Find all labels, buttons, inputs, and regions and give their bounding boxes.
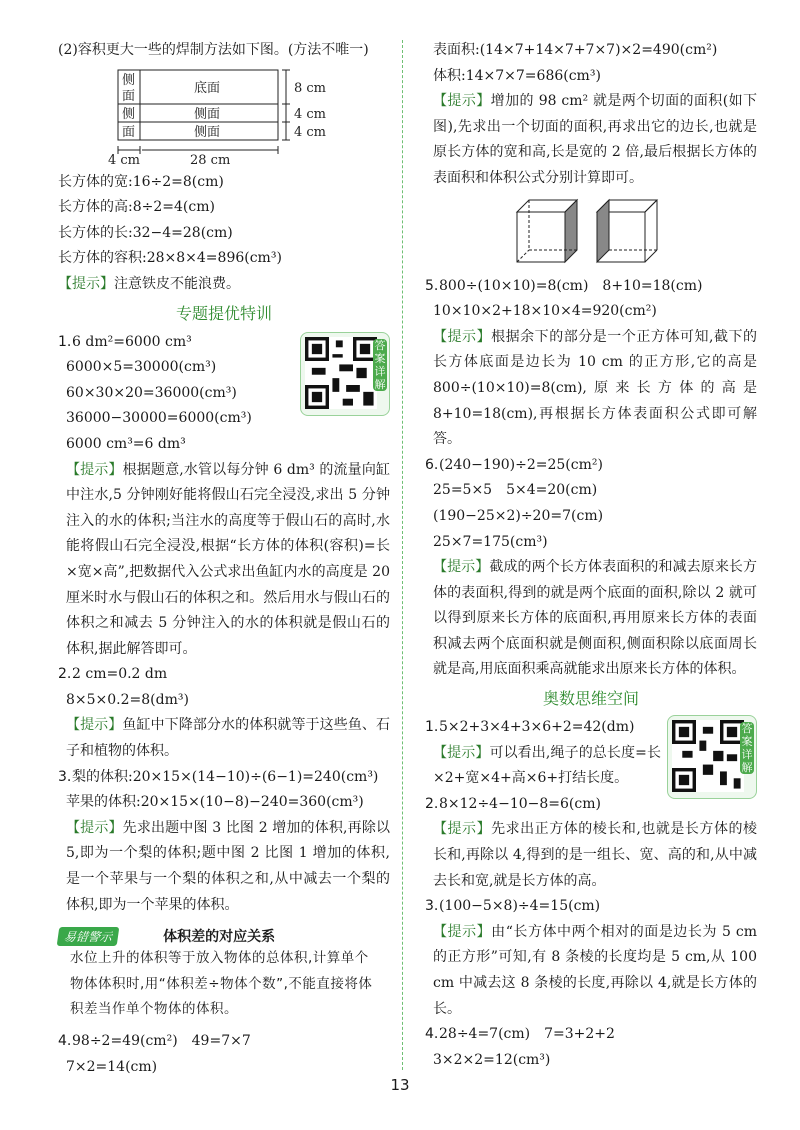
answer-line: 6000 cm³=6 dm³: [66, 435, 186, 452]
question-6: [425, 453, 757, 683]
question-number: 2.: [425, 795, 439, 812]
diagram-label: 4 cm: [294, 106, 327, 122]
answer-line: (190−25×2)÷20=7(cm): [433, 507, 604, 524]
weld-diagram-svg: [58, 66, 390, 166]
answer-line: 3×2×2=12(cm³): [433, 1051, 551, 1068]
diagram-label: 侧面: [194, 106, 221, 122]
answer-line: 5×2+3×4+3×6+2=42(dm): [439, 719, 635, 736]
tip-2: 【提示】鱼缸中下降部分水的体积就等于这些鱼、石子和植物的体积。: [66, 717, 391, 760]
question-number: 2.: [58, 666, 72, 683]
question-1: [58, 330, 390, 663]
answer-line: 36000−30000=6000(cm³): [66, 410, 252, 427]
diagram-label: 侧: [122, 106, 136, 122]
answer-line: 长方体的长:32−4=28(cm): [58, 224, 233, 241]
tip-o3: 【提示】由“长方体中两个相对的面是边长为 5 cm 的正方形”可知,有 8 条棱的长度均是 5 cm,从 100 cm 中减去这 8 条棱的长度,再除以 4,就是长方体的长。: [433, 923, 757, 1017]
cut-cuboid-figure: [425, 198, 757, 268]
answer-line: 2 cm=0.2 dm: [72, 666, 168, 683]
diagram-label: 面: [122, 124, 136, 140]
question-3: [58, 765, 390, 919]
qr-icon: [672, 720, 744, 792]
diagram-label: 底面: [194, 80, 221, 96]
tip-5: 【提示】根据余下的部分是一个正方体可知,截下的长方体底面是边长为 10 cm 的正方形,它的高是 800÷(10×10)=8(cm),原来长方体的高是 8+10=18(cm),再根据长方体表面积公式即可解答。: [433, 328, 758, 448]
diagram-label: 28 cm: [190, 152, 231, 166]
right-column: [425, 38, 757, 1073]
question-4: [58, 1029, 390, 1080]
answer-line: 长方体的容积:28×8×4=896(cm³): [58, 250, 282, 267]
answer-line: 25=5×5 5×4=20(cm): [433, 482, 598, 499]
answer-line: 长方体的高:8÷2=4(cm): [58, 199, 215, 216]
tip-a: 【提示】注意铁皮不能浪费。: [58, 275, 240, 292]
warning-body: 水位上升的体积等于放入物体的总体积,计算单个物体体积时,用“体积差÷物体个数”,不能直接将体积差当作单个物体的体积。: [70, 950, 373, 1018]
question-number: 4.: [425, 1026, 439, 1043]
olympiad-2: [425, 792, 757, 894]
question-number: 6.: [425, 456, 439, 473]
answer-line: 苹果的体积:20×15×(10−8)−240=360(cm³): [66, 794, 364, 811]
answer-line: 28÷4=7(cm) 7=3+2+2: [439, 1026, 615, 1043]
qr-tag: 答案详解: [741, 722, 753, 775]
answer-line: 6 dm²=6000 cm³: [72, 333, 192, 350]
question-number: 5.: [425, 277, 439, 294]
diagram-label: 侧: [122, 72, 136, 88]
answer-line: 60×30×20=36000(cm³): [66, 384, 237, 401]
tip-3: 【提示】先求出题中图 3 比图 2 增加的体积,再除以 5,即为一个梨的体积;题中图 2 比图 1 增加的体积,是一个苹果与一个梨的体积之和,从中减去一个梨的体积,即为一个苹果的体积。: [66, 819, 390, 913]
error-warning-box: [58, 926, 390, 1023]
answer-line: 8×5×0.2=8(dm³): [66, 691, 189, 708]
question-number: 1.: [425, 719, 439, 736]
answer-line: (240−190)÷2=25(cm²): [439, 456, 603, 473]
page-number: 13: [390, 1076, 410, 1094]
answer-line: 长方体的宽:16÷2=8(cm): [58, 173, 224, 190]
question-number: 1.: [58, 333, 72, 350]
answer-line: 7×2=14(cm): [66, 1058, 158, 1075]
answer-line: 表面积:(14×7+14×7+7×7)×2=490(cm²): [433, 42, 718, 58]
tip-4: 【提示】增加的 98 cm² 就是两个切面的面积(如下图),先求出一个切面的面积,再求出它的边长,也就是原长方体的宽和高,长是宽的 2 倍,最后根据长方体的表面积和体积公式分别计算即可。: [433, 93, 758, 186]
answer-line: 800÷(10×10)=8(cm) 8+10=18(cm): [439, 277, 703, 294]
weld-diagram: [58, 66, 390, 166]
question-number: 3.: [425, 898, 439, 915]
question-number: 4.: [58, 1033, 72, 1049]
diagram-label: 4 cm: [108, 152, 141, 166]
tip-6: 【提示】截成的两个长方体表面积的和减去原来长方体的表面积,得到的就是两个底面的面积,除以 2 就可以得到原来长方体的底面积,再用原来长方体的表面积减去两个底面积就是侧面积,侧面积除以底面周长就是高,用底面积乘高就能求出原来长方体的体积。: [433, 559, 758, 678]
diagram-label: 4 cm: [294, 124, 327, 140]
warning-badge: 易错警示: [57, 927, 120, 946]
olympiad-4: [425, 1022, 757, 1073]
tip-o2: 【提示】先求出正方体的棱长和,也就是长方体的棱长和,再除以 4,得到的是一组长、宽、高的和,从中减去长和宽,就是长方体的高。: [433, 821, 758, 889]
column-divider: [402, 40, 403, 1070]
intro-line: (2)容积更大一些的焊制方法如下图。(方法不唯一): [58, 42, 369, 58]
diagram-label: 侧面: [194, 124, 221, 140]
answer-line: 8×12÷4−10−8=6(cm): [439, 795, 601, 812]
answer-line: (100−5×8)÷4=15(cm): [439, 898, 601, 915]
answer-line: 98÷2=49(cm²) 49=7×7: [72, 1033, 251, 1049]
qr-code-1[interactable]: [300, 332, 390, 416]
cuboid-svg: [425, 198, 757, 268]
answer-lines-a: [58, 170, 390, 272]
qr-icon: [305, 337, 377, 409]
diagram-label: 8 cm: [294, 80, 327, 96]
answer-line: 梨的体积:20×15×(14−10)÷(6−1)=240(cm³): [72, 768, 379, 785]
tip-o1: 【提示】可以看出,绳子的总长度=长×2+宽×4+高×6+打结长度。: [433, 744, 661, 787]
tip-1: 【提示】根据题意,水管以每分钟 6 dm³ 的流量向缸中注水,5 分钟刚好能将假山石完全浸没,求出 5 分钟注入的水的体积;当注水的高度等于假山石的高时,水能将假山石完全浸没,根据“长方体的体积(容积)=长×宽×高”,把数据代入公式求出鱼缸内水的高度是 20 厘米时水与假山石的体积之和。然后用水与假山石的体积之和减去 5 分钟注入的水的体积就是假山石的体积,据此解答即可。: [66, 461, 390, 657]
question-5: [425, 274, 757, 453]
warning-title: 体积差的对应关系: [163, 929, 276, 946]
left-column: [58, 38, 390, 1080]
question-number: 3.: [58, 768, 72, 785]
answer-line: 体积:14×7×7=686(cm³): [433, 67, 601, 84]
answer-line: 10×10×2+18×10×4=920(cm²): [433, 303, 657, 320]
answer-line: 25×7=175(cm³): [433, 533, 548, 550]
olympiad-1: [425, 715, 757, 792]
answer-line: 6000×5=30000(cm³): [66, 359, 217, 376]
section-title-1: 专题提优特训: [175, 303, 272, 323]
qr-code-2[interactable]: [667, 715, 757, 799]
qr-tag: 答案详解: [374, 338, 386, 391]
olympiad-3: [425, 894, 757, 1022]
section-title-2: 奥数思维空间: [542, 689, 639, 709]
question-2: [58, 662, 390, 764]
diagram-label: 面: [122, 88, 136, 104]
